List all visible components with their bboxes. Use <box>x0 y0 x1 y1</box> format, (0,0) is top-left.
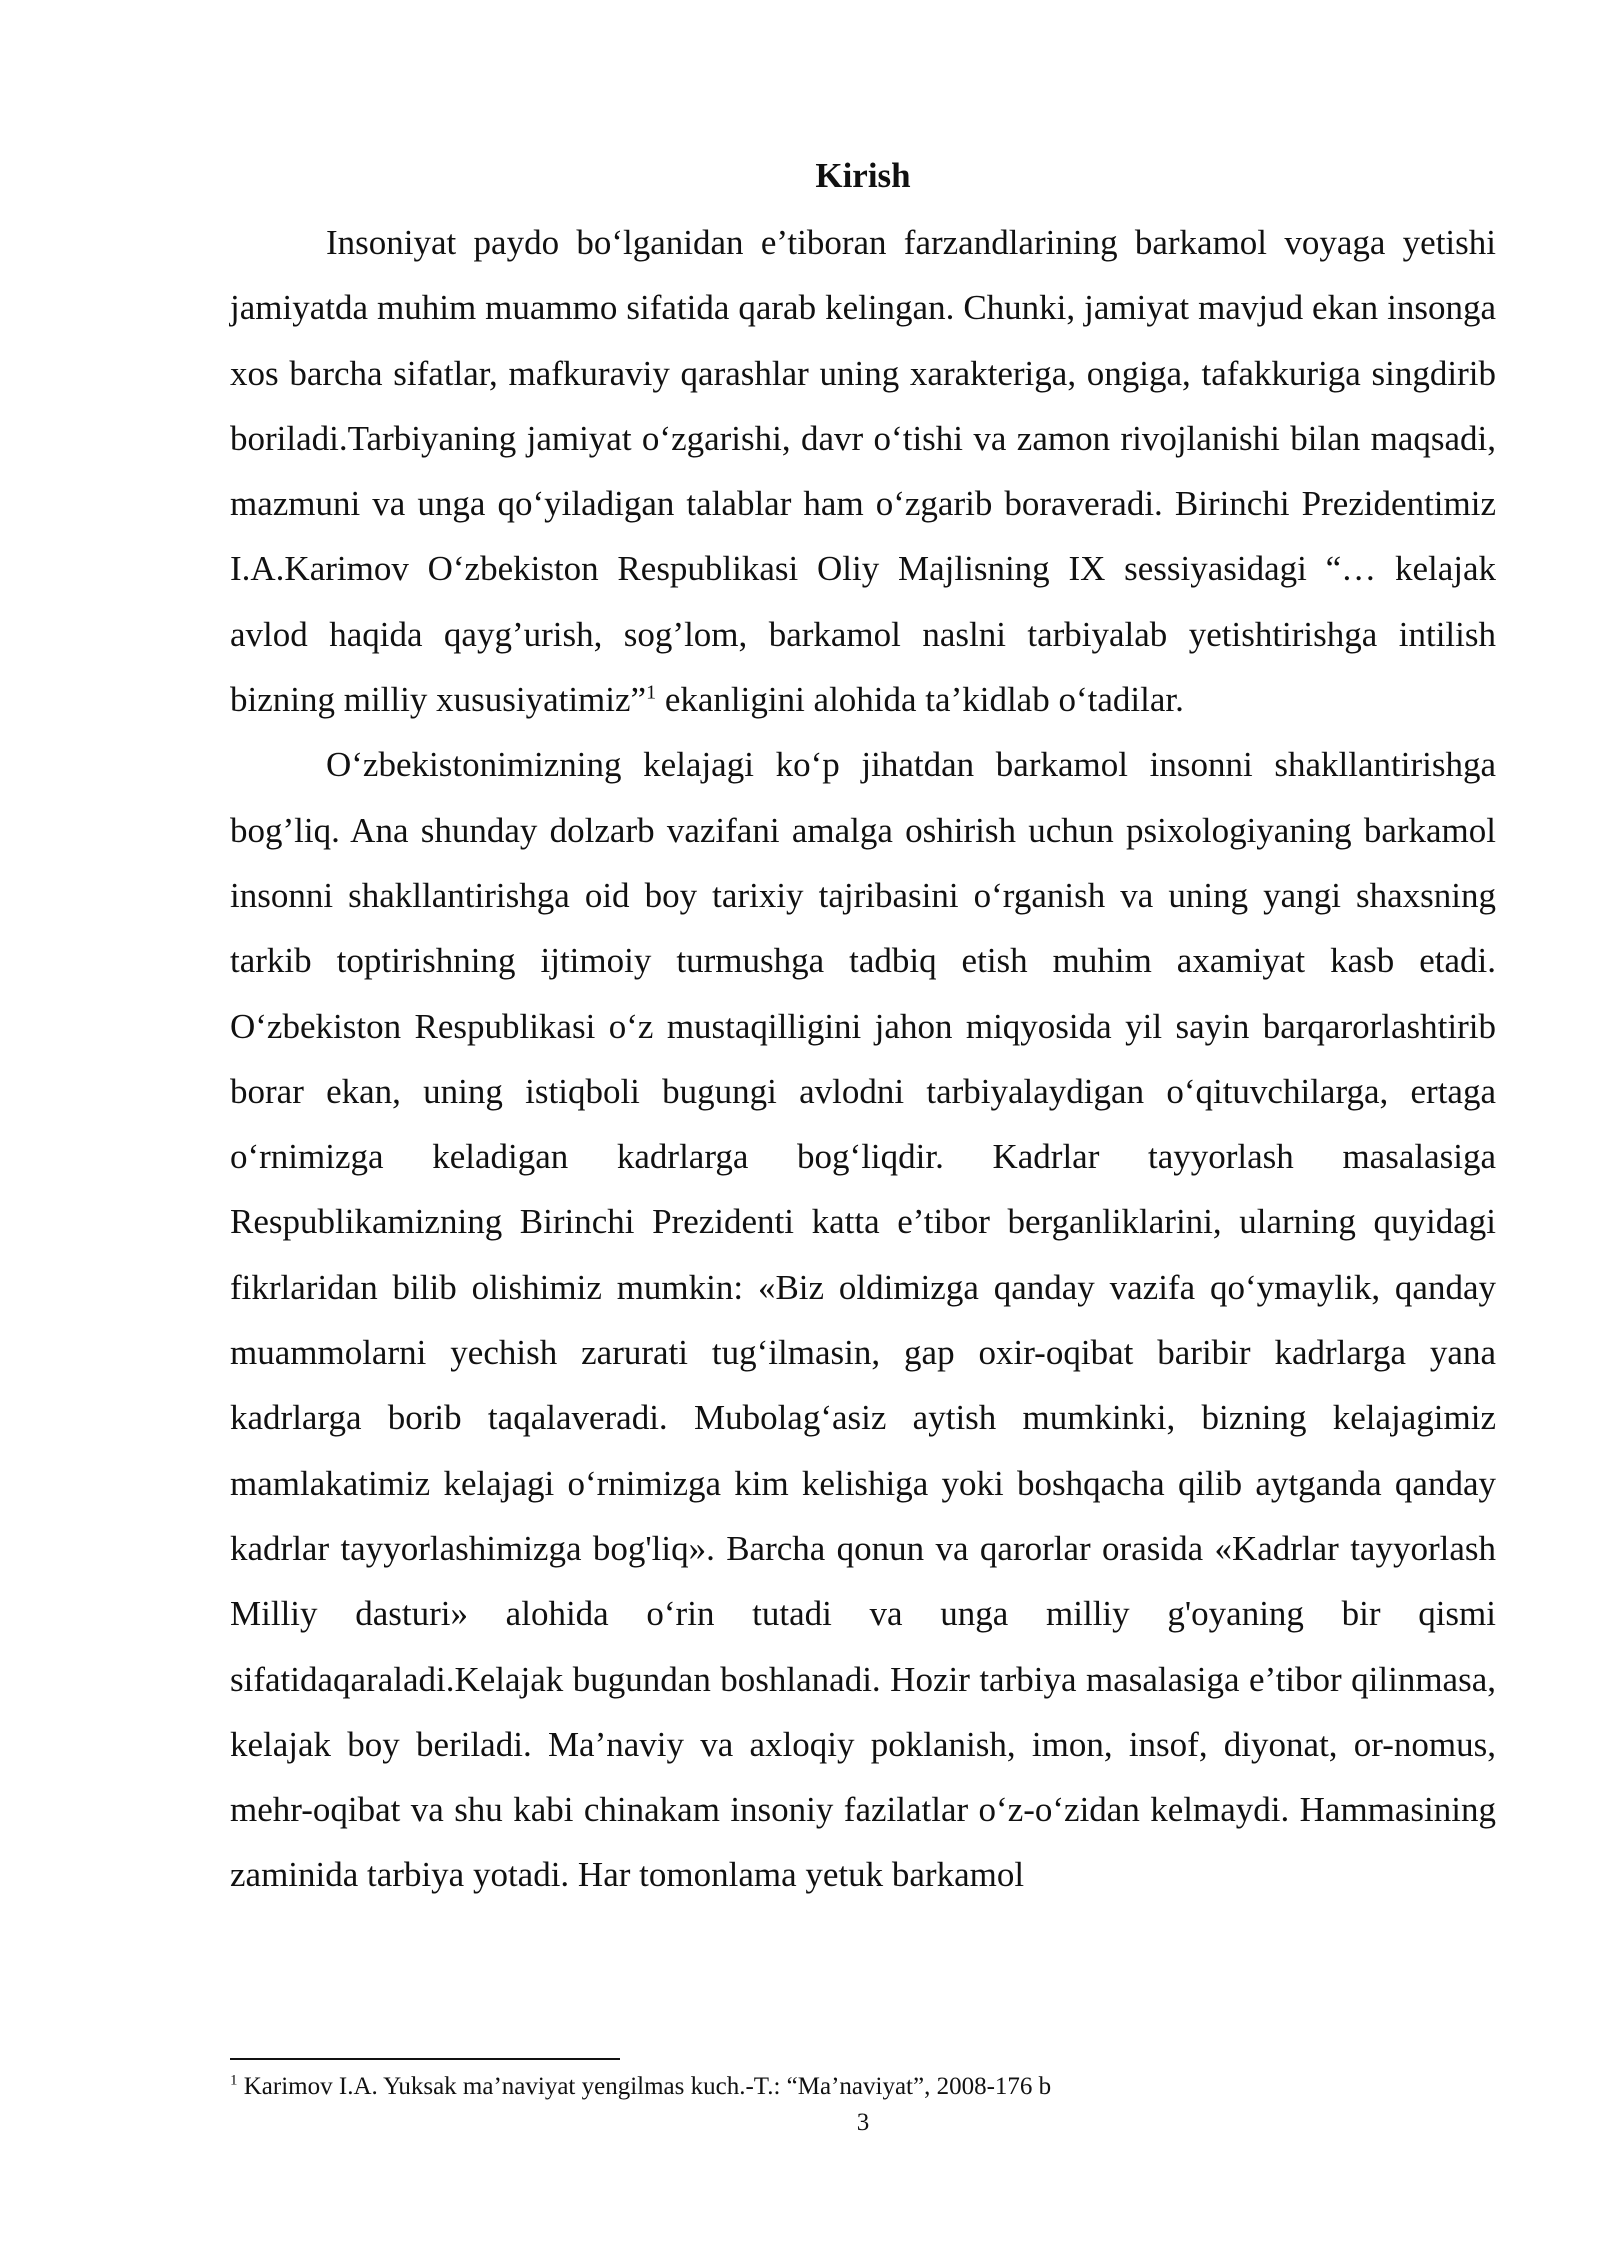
paragraph-intro-text: Insoniyat paydo bo‘lganidan e’tiboran farzandlarining barkamol voyaga yetishi jamiyatda muhim muammo sifatida qarab kelingan. Chunki, jamiyat mavjud ekan insonga xos barcha sifatlar, mafkuraviy qarashlar uning xarakteriga, ongiga, tafakkuriga singdirib boriladi.Tarbiyaning jamiyat o‘zgarishi, davr o‘tishi va zamon rivojlanishi bilan maqsadi, mazmuni va unga qo‘yiladigan talablar ham o‘zgarib boraveradi. Birinchi Prezidentimiz I.A.Karimov O‘zbekiston Respublikasi Oliy Majlisning IX sessiyasidagi “… kelajak avlod haqida qayg’urish, sog’lom, barkamol naslni tarbiyalab yetishtirishga intilish bizning milliy xususiyatimiz” <box>230 223 1496 720</box>
paragraph-main <box>230 732 1496 1907</box>
footnote-reference[interactable]: 1 <box>646 681 657 704</box>
footnote-text: Karimov I.A. Yuksak ma’naviyat yengilmas kuch.-T.: “Ma’naviyat”, 2008-176 b <box>237 2073 1052 2100</box>
footnote-separator <box>230 2058 620 2060</box>
footnote-marker: 1 <box>230 2072 238 2089</box>
page-title: Kirish <box>815 156 911 195</box>
paragraph-main-text: O‘zbekistonimizning kelajagi ko‘p jihatdan barkamol insonni shakllantirishga bog’liq. Ana shunday dolzarb vazifani amalga oshirish uchun psixologiyaning barkamol insonni shakllantirishga oid boy tarixiy tajribasini o‘rganish va uning yangi shaxsning tarkib toptirishning ijtimoiy turmushga tadbiq etish muhim axamiyat kasb etadi. O‘zbekiston Respublikasi o‘z mustaqilligini jahon miqyosida yil sayin barqarorlashtirib borar ekan, uning istiqboli bugungi avlodni tarbiyalaydigan o‘qituvchilarga, ertaga o‘rnimizga keladigan kadrlarga bog‘liqdir. Kadrlar tayyorlash masalasiga Respublikamizning Birinchi Prezidenti katta e’tibor berganliklarini, ularning quyidagi fikrlaridan bilib olishimiz mumkin: «Biz oldimizga qanday vazifa qo‘ymaylik, qanday muammolarni yechish zarurati tug‘ilmasin, gap oxir-oqibat baribir kadrlarga yana kadrlarga borib taqalaveradi. Mubolag‘asiz aytish mumkinki, bizning kelajagimiz mamlakatimiz kelajagi o‘rnimizga kim kelishiga yoki boshqacha qilib aytganda qanday kadrlar tayyorlashimizga bog'liq». Barcha qonun va qarorlar orasida «Kadrlar tayyorlash Milliy dasturi» alohida o‘rin tutadi va unga milliy g'oyaning bir qismi sifatidaqaraladi.Kelajak bugundan boshlanadi. Hozir tarbiya masalasiga e’tibor qilinmasa, kelajak boy beriladi. Ma’naviy va axloqiy poklanish, imon, insof, diyonat, or-nomus, mehr-oqibat va shu kabi chinakam insoniy fazilatlar o‘z-o‘zidan kelmaydi. Hammasining zaminida tarbiya yotadi. Har tomonlama yetuk barkamol <box>230 745 1496 1895</box>
body-text <box>230 210 1496 1908</box>
footnote <box>230 2070 1496 2104</box>
page-number: 3 <box>856 2109 870 2136</box>
paragraph-intro <box>230 210 1496 732</box>
paragraph-intro-tail: ekanligini alohida ta’kidlab o‘tadilar. <box>656 680 1184 720</box>
